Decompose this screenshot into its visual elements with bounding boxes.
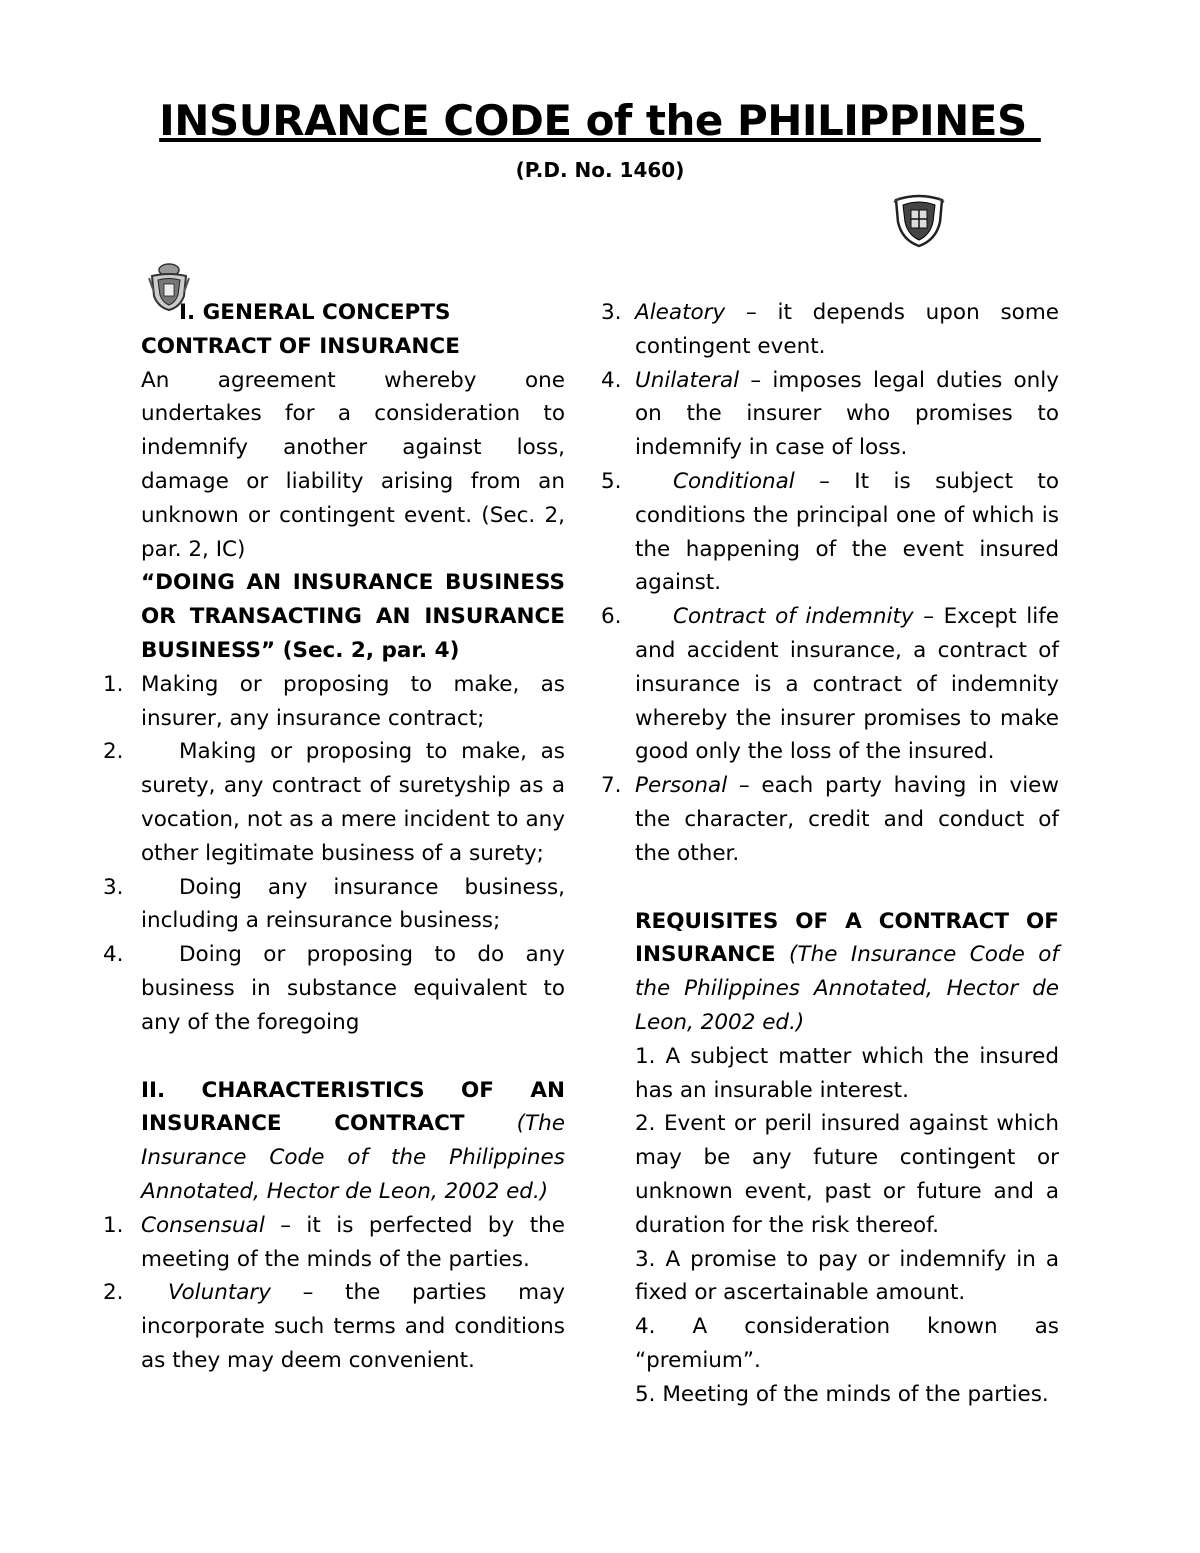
right-column — [601, 296, 1059, 1412]
list-item: 3. Doing any insurance business, including a reinsurance business; — [103, 874, 565, 934]
list-item: 3. A promise to pay or indemnify in a fixed or ascertainable amount. — [635, 1246, 1059, 1306]
list-item: 1. Making or proposing to make, as insurer, any insurance contract; — [103, 671, 565, 731]
list-item: 1. Consensual – it is perfected by the meeting of the minds of the parties. — [103, 1212, 565, 1272]
section-heading-characteristics: II. CHARACTERISTICS OF AN INSURANCE CONTRACT (The Insurance Code of the Philippines Annotated, Hector de Leon, 2002 ed.) — [141, 1077, 565, 1204]
contract-of-insurance-heading: CONTRACT OF INSURANCE — [141, 333, 460, 359]
left-column — [103, 296, 565, 1378]
list-item: 3. Aleatory – it depends upon some contingent event. — [601, 300, 1059, 359]
list-item: 6. Contract of indemnity – Except life and accident insurance, a contract of insurance is a contract of indemnity whereby the insurer promises to make good only the loss of the insured. — [601, 604, 1059, 765]
list-item: 2. Making or proposing to make, as surety, any contract of suretyship as a vocation, not as a mere incident to any other legitimate business of a surety; — [103, 739, 565, 866]
list-item: 4. Unilateral – imposes legal duties only on the insurer who promises to indemnify in case of loss. — [601, 367, 1059, 461]
requisites-heading: REQUISITES OF A CONTRACT OF INSURANCE (The Insurance Code of the Philippines Annotated, Hector de Leon, 2002 ed.) — [635, 908, 1059, 1035]
list-item: 7. Personal – each party having in view the character, credit and conduct of the other. — [601, 773, 1059, 866]
document-title: INSURANCE CODE of the PHILIPPINES — [159, 96, 1041, 145]
list-item: 5. Conditional – It is subject to conditions the principal one of which is the happening of the event insured against. — [601, 468, 1059, 596]
list-item: 2. Voluntary – the parties may incorporate such terms and conditions as they may deem convenient. — [103, 1280, 565, 1373]
list-item: 1. A subject matter which the insured has an insurable interest. — [635, 1043, 1059, 1103]
list-item: 5. Meeting of the minds of the parties. — [635, 1381, 1049, 1407]
list-item: 4. A consideration known as “premium”. — [635, 1314, 1059, 1373]
document-subtitle: (P.D. No. 1460) — [515, 158, 685, 182]
doing-business-heading: “DOING AN INSURANCE BUSINESS OR TRANSACTING AN INSURANCE BUSINESS” (Sec. 2, par. 4) — [141, 570, 565, 663]
insurance-definition: An agreement whereby one undertakes for a consideration to indemnify another against loss, damage or liability arising from an unknown or contingent event. (Sec. 2, par. 2, IC) — [141, 367, 565, 562]
list-item: 4. Doing or proposing to do any business in substance equivalent to any of the foregoing — [103, 942, 565, 1035]
crest-seal-icon — [892, 192, 946, 248]
list-item: 2. Event or peril insured against which may be any future contingent or unknown event, past or future and a duration for the risk thereof. — [635, 1111, 1059, 1238]
section-heading-general-concepts: I. GENERAL CONCEPTS — [179, 300, 451, 325]
